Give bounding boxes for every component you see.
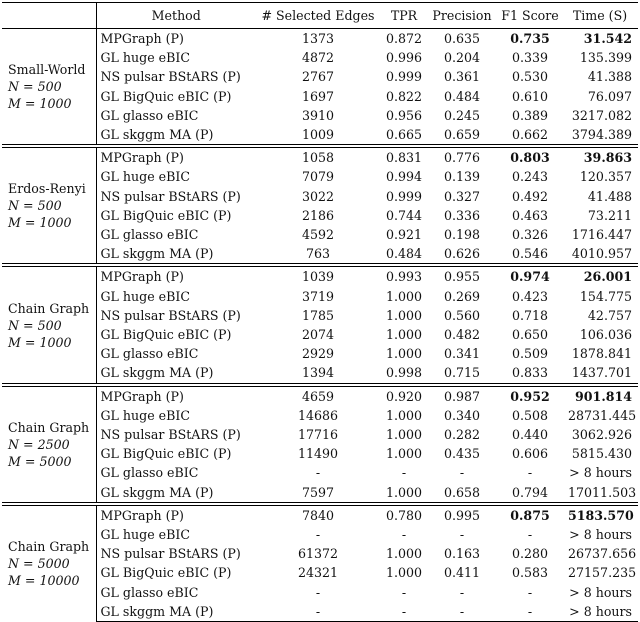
- precision-cell: 0.163: [443, 546, 481, 562]
- f1-cell: 0.546: [511, 246, 549, 262]
- group-label: [2, 29, 96, 147]
- group-n: N = 500: [8, 198, 62, 214]
- table-row: [2, 48, 638, 67]
- time-cell: 3062.926: [571, 427, 632, 443]
- precision-cell: -: [459, 527, 465, 543]
- edges-cell: 14686: [297, 407, 339, 423]
- f1-cell: 0.794: [511, 484, 549, 500]
- f1-cell: 0.463: [511, 207, 549, 223]
- method-cell: GL BigQuic eBIC (P): [100, 207, 232, 223]
- time-cell: > 8 hours: [569, 465, 632, 481]
- time-cell: 5183.570: [564, 504, 638, 525]
- precision-cell: 0.245: [443, 107, 481, 123]
- table-row: [2, 306, 638, 325]
- group-n: N = 5000: [8, 556, 70, 572]
- method-cell: GL glasso eBIC: [100, 584, 199, 600]
- time-cell: > 8 hours: [569, 584, 632, 600]
- table-row: [2, 344, 638, 363]
- method-cell: MPGraph (P): [96, 146, 256, 167]
- edges-cell: -: [256, 602, 380, 622]
- time-cell: > 8 hours: [569, 527, 632, 543]
- tpr-cell: 0.744: [385, 207, 423, 223]
- method-cell: GL skggm MA (P): [100, 127, 214, 143]
- time-cell: 901.814: [564, 385, 638, 406]
- edges-cell: 2186: [301, 207, 335, 223]
- method-cell: GL skggm MA (P): [100, 246, 214, 262]
- table-row: [2, 583, 638, 602]
- precision-cell: -: [428, 602, 496, 622]
- time-cell: > 8 hours: [564, 602, 638, 622]
- precision-cell: -: [459, 465, 465, 481]
- method-cell: GL huge eBIC: [100, 407, 190, 423]
- edges-cell: 7079: [301, 169, 335, 185]
- time-cell: 41.488: [587, 188, 632, 204]
- tpr-cell: 1.000: [385, 288, 423, 304]
- method-cell: GL glasso eBIC: [100, 227, 199, 243]
- table-row: [2, 325, 638, 344]
- f1-cell: 0.833: [511, 365, 549, 381]
- precision-cell: 0.361: [443, 69, 481, 85]
- tpr-cell: 0.993: [380, 265, 428, 286]
- edges-cell: 3910: [301, 107, 335, 123]
- f1-cell: -: [527, 465, 533, 481]
- table-row: [2, 463, 638, 482]
- edges-cell: 17716: [297, 427, 339, 443]
- precision-cell: 0.269: [443, 288, 481, 304]
- tpr-cell: 0.999: [385, 69, 423, 85]
- edges-cell: 7840: [256, 504, 380, 525]
- edges-cell: 1039: [256, 265, 380, 286]
- f1-cell: 0.280: [511, 546, 549, 562]
- edges-cell: 11490: [297, 446, 339, 462]
- method-cell: NS pulsar BStARS (P): [100, 307, 241, 323]
- method-cell: GL skggm MA (P): [100, 484, 214, 500]
- f1-cell: 0.583: [511, 565, 549, 581]
- table-row: [2, 106, 638, 125]
- table-row: [2, 146, 638, 167]
- f1-cell: 0.326: [511, 227, 549, 243]
- table-row: [2, 244, 638, 265]
- tpr-cell: -: [401, 584, 407, 600]
- table-row: [2, 425, 638, 444]
- precision-cell: 0.995: [428, 504, 496, 525]
- time-cell: 1437.701: [571, 365, 632, 381]
- edges-cell: 1785: [301, 307, 335, 323]
- time-cell: 28731.445: [568, 407, 637, 423]
- method-cell: MPGraph (P): [96, 385, 256, 406]
- method-cell: NS pulsar BStARS (P): [100, 546, 241, 562]
- f1-cell: 0.606: [511, 446, 549, 462]
- time-cell: 154.775: [579, 288, 632, 304]
- method-cell: GL glasso eBIC: [100, 346, 199, 362]
- precision-cell: 0.560: [443, 307, 481, 323]
- method-cell: GL BigQuic eBIC (P): [100, 565, 232, 581]
- table-row: [2, 87, 638, 106]
- f1-cell: 0.610: [511, 88, 549, 104]
- method-cell: GL skggm MA (P): [100, 365, 214, 381]
- edges-cell: 2074: [301, 327, 335, 343]
- time-cell: 17011.503: [568, 484, 637, 500]
- header-group: [2, 3, 96, 29]
- method-cell: GL huge eBIC: [100, 169, 190, 185]
- tpr-cell: 0.996: [385, 50, 423, 66]
- time-cell: 41.388: [587, 69, 632, 85]
- edges-cell: 1058: [256, 146, 380, 167]
- group-label: [2, 146, 96, 265]
- method-cell: MPGraph (P): [96, 265, 256, 286]
- edges-cell: 1394: [301, 365, 335, 381]
- precision-cell: -: [459, 584, 465, 600]
- precision-cell: 0.955: [428, 265, 496, 286]
- precision-cell: 0.776: [428, 146, 496, 167]
- tpr-cell: -: [401, 465, 407, 481]
- table-row: [2, 483, 638, 504]
- table-row: [2, 167, 638, 186]
- edges-cell: -: [315, 465, 321, 481]
- group-m: M = 1000: [8, 334, 72, 350]
- group-name: Small-World: [8, 62, 86, 78]
- group-m: M = 1000: [8, 96, 72, 112]
- tpr-cell: -: [380, 602, 428, 622]
- tpr-cell: 1.000: [385, 327, 423, 343]
- f1-cell: -: [527, 527, 533, 543]
- edges-cell: 61372: [297, 546, 339, 562]
- time-cell: 1716.447: [571, 227, 632, 243]
- precision-cell: 0.327: [443, 188, 481, 204]
- tpr-cell: 1.000: [385, 346, 423, 362]
- f1-cell: 0.389: [511, 107, 549, 123]
- table-row: [2, 525, 638, 544]
- group-n: N = 500: [8, 79, 62, 95]
- time-cell: 26737.656: [568, 546, 637, 562]
- time-cell: 1878.841: [571, 346, 632, 362]
- header-f1: F1 Score: [496, 3, 564, 29]
- time-cell: 39.863: [564, 146, 638, 167]
- tpr-cell: 0.822: [385, 88, 423, 104]
- group-label: [2, 504, 96, 622]
- f1-cell: 0.423: [511, 288, 549, 304]
- f1-cell: 0.974: [496, 265, 564, 286]
- method-cell: GL glasso eBIC: [100, 107, 199, 123]
- table-row: [2, 363, 638, 384]
- group-m: M = 1000: [8, 215, 72, 231]
- edges-cell: 2767: [301, 69, 335, 85]
- time-cell: 76.097: [587, 88, 632, 104]
- f1-cell: 0.875: [496, 504, 564, 525]
- table-row: [2, 444, 638, 463]
- f1-cell: 0.662: [511, 127, 549, 143]
- precision-cell: 0.341: [443, 346, 481, 362]
- tpr-cell: 0.831: [380, 146, 428, 167]
- precision-cell: 0.715: [443, 365, 481, 381]
- edges-cell: 4872: [301, 50, 335, 66]
- f1-cell: 0.735: [510, 31, 550, 46]
- f1-cell: 0.339: [511, 50, 549, 66]
- method-cell: GL BigQuic eBIC (P): [100, 446, 232, 462]
- table-body: [2, 29, 638, 622]
- f1-cell: -: [496, 602, 564, 622]
- method-cell: NS pulsar BStARS (P): [100, 427, 241, 443]
- method-cell: GL skggm MA (P): [96, 602, 256, 622]
- tpr-cell: 0.920: [380, 385, 428, 406]
- tpr-cell: -: [401, 527, 407, 543]
- time-cell: 4010.957: [571, 246, 632, 262]
- time-cell: 3217.082: [571, 107, 632, 123]
- table-row: [2, 67, 638, 86]
- tpr-cell: 0.921: [385, 227, 423, 243]
- precision-cell: 0.658: [443, 484, 481, 500]
- f1-cell: 0.803: [496, 146, 564, 167]
- f1-cell: -: [527, 584, 533, 600]
- tpr-cell: 1.000: [385, 484, 423, 500]
- precision-cell: 0.987: [428, 385, 496, 406]
- edges-cell: 3022: [301, 188, 335, 204]
- edges-cell: 4659: [256, 385, 380, 406]
- precision-cell: 0.340: [443, 407, 481, 423]
- edges-cell: 4592: [301, 227, 335, 243]
- precision-cell: 0.435: [443, 446, 481, 462]
- tpr-cell: 0.665: [385, 127, 423, 143]
- tpr-cell: 0.872: [385, 31, 423, 46]
- group-n: N = 500: [8, 317, 62, 333]
- precision-cell: 0.198: [443, 227, 481, 243]
- f1-cell: 0.243: [511, 169, 549, 185]
- method-cell: MPGraph (P): [96, 504, 256, 525]
- edges-cell: 2929: [301, 346, 335, 362]
- table-row: [2, 206, 638, 225]
- method-cell: GL BigQuic eBIC (P): [100, 88, 232, 104]
- f1-cell: 0.952: [496, 385, 564, 406]
- table-row: [2, 504, 638, 525]
- header-row: [2, 3, 638, 29]
- precision-cell: 0.482: [443, 327, 481, 343]
- time-cell: 31.542: [583, 31, 632, 46]
- f1-cell: 0.440: [511, 427, 549, 443]
- method-cell: GL huge eBIC: [100, 288, 190, 304]
- edges-cell: 1009: [301, 127, 335, 143]
- table-row: [2, 385, 638, 406]
- tpr-cell: 0.994: [385, 169, 423, 185]
- tpr-cell: 0.484: [385, 246, 423, 262]
- f1-cell: 0.530: [511, 69, 549, 85]
- tpr-cell: 0.956: [385, 107, 423, 123]
- group-label: [2, 385, 96, 504]
- table-row: [2, 187, 638, 206]
- f1-cell: 0.492: [511, 188, 549, 204]
- time-cell: 26.001: [564, 265, 638, 286]
- group-name: Chain Graph: [8, 539, 90, 555]
- edges-cell: 1697: [301, 88, 335, 104]
- tpr-cell: 0.998: [385, 365, 423, 381]
- edges-cell: 763: [305, 246, 331, 262]
- table-row: [2, 406, 638, 425]
- group-label: [2, 265, 96, 384]
- tpr-cell: 1.000: [385, 307, 423, 323]
- table-row: [2, 544, 638, 563]
- method-cell: NS pulsar BStARS (P): [100, 69, 241, 85]
- table-row: [2, 125, 638, 146]
- f1-cell: 0.509: [511, 346, 549, 362]
- header-edges: # Selected Edges: [256, 3, 380, 29]
- f1-cell: 0.718: [511, 307, 549, 323]
- header-method: Method: [96, 3, 256, 29]
- header-time: Time (S): [564, 3, 638, 29]
- precision-cell: 0.139: [443, 169, 481, 185]
- time-cell: 3794.389: [571, 127, 632, 143]
- method-cell: MPGraph (P): [100, 31, 184, 46]
- precision-cell: 0.484: [443, 88, 481, 104]
- precision-cell: 0.282: [443, 427, 481, 443]
- table-row: [2, 287, 638, 306]
- time-cell: 5815.430: [571, 446, 632, 462]
- time-cell: 27157.235: [568, 565, 637, 581]
- tpr-cell: 1.000: [385, 546, 423, 562]
- edges-cell: 3719: [301, 288, 335, 304]
- table-row: [2, 563, 638, 582]
- precision-cell: 0.336: [443, 207, 481, 223]
- edges-cell: 7597: [301, 484, 335, 500]
- group-m: M = 5000: [8, 453, 72, 469]
- precision-cell: 0.635: [443, 31, 481, 46]
- table-row: [2, 265, 638, 286]
- time-cell: 120.357: [579, 169, 632, 185]
- method-cell: GL BigQuic eBIC (P): [100, 327, 232, 343]
- precision-cell: 0.626: [443, 246, 481, 262]
- tpr-cell: 1.000: [385, 565, 423, 581]
- group-name: Erdos-Renyi: [8, 181, 86, 197]
- f1-cell: 0.650: [511, 327, 549, 343]
- method-cell: NS pulsar BStARS (P): [100, 188, 241, 204]
- group-name: Chain Graph: [8, 300, 90, 316]
- group-m: M = 10000: [8, 573, 80, 589]
- tpr-cell: 1.000: [385, 446, 423, 462]
- group-n: N = 2500: [8, 436, 70, 452]
- precision-cell: 0.411: [443, 565, 481, 581]
- table-row: [2, 225, 638, 244]
- precision-cell: 0.204: [443, 50, 481, 66]
- table-row: [2, 29, 638, 49]
- edges-cell: -: [315, 527, 321, 543]
- f1-cell: 0.508: [511, 407, 549, 423]
- header-precision: Precision: [428, 3, 496, 29]
- tpr-cell: 1.000: [385, 427, 423, 443]
- header-tpr: TPR: [380, 3, 428, 29]
- edges-cell: 24321: [297, 565, 339, 581]
- method-cell: GL glasso eBIC: [100, 465, 199, 481]
- results-table: [2, 2, 638, 622]
- time-cell: 73.211: [587, 207, 632, 223]
- time-cell: 42.757: [587, 307, 632, 323]
- tpr-cell: 0.780: [380, 504, 428, 525]
- tpr-cell: 0.999: [385, 188, 423, 204]
- time-cell: 106.036: [579, 327, 632, 343]
- edges-cell: 1373: [301, 31, 335, 46]
- time-cell: 135.399: [579, 50, 632, 66]
- table-row: [2, 602, 638, 622]
- method-cell: GL huge eBIC: [100, 527, 190, 543]
- group-name: Chain Graph: [8, 419, 90, 435]
- edges-cell: -: [315, 584, 321, 600]
- method-cell: GL huge eBIC: [100, 50, 190, 66]
- tpr-cell: 1.000: [385, 407, 423, 423]
- precision-cell: 0.659: [443, 127, 481, 143]
